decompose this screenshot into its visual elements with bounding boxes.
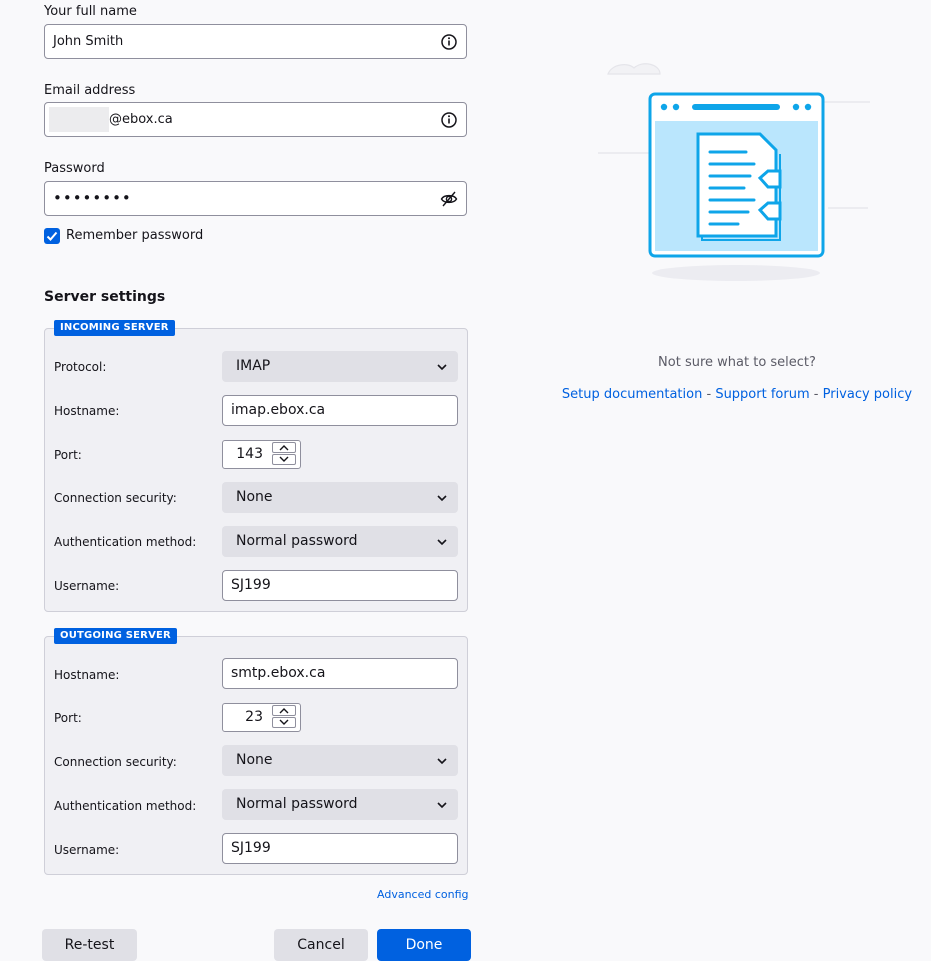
email-label: Email address	[44, 83, 136, 98]
port-decrement-button[interactable]	[272, 454, 296, 465]
chevron-down-icon	[436, 536, 448, 548]
redacted-email-user	[49, 107, 109, 132]
outgoing-hostname-label: Hostname:	[54, 668, 120, 682]
port-increment-button[interactable]	[272, 705, 296, 716]
incoming-protocol-label: Protocol:	[54, 360, 107, 374]
chevron-down-icon	[273, 455, 295, 464]
chevron-up-icon	[273, 706, 295, 715]
advanced-config-link[interactable]: Advanced config	[377, 888, 469, 901]
help-question: Not sure what to select?	[658, 355, 816, 370]
incoming-username-label: Username:	[54, 579, 120, 593]
chevron-down-icon	[436, 755, 448, 767]
setup-documentation-link[interactable]: Setup documentation	[561, 387, 703, 402]
incoming-protocol-select[interactable]	[222, 351, 458, 382]
cancel-button[interactable]: Cancel	[274, 929, 368, 961]
privacy-policy-link[interactable]: Privacy policy	[822, 387, 913, 402]
outgoing-server-badge: OUTGOING SERVER	[54, 628, 177, 644]
outgoing-auth-select[interactable]	[222, 789, 458, 820]
port-decrement-button[interactable]	[272, 717, 296, 728]
info-icon[interactable]	[440, 33, 458, 51]
incoming-server-badge: INCOMING SERVER	[54, 320, 175, 336]
password-field[interactable]	[44, 181, 467, 216]
incoming-security-value: None	[236, 489, 273, 505]
outgoing-username-label: Username:	[54, 843, 120, 857]
outgoing-username-value: SJ199	[231, 840, 271, 856]
help-links	[560, 387, 914, 402]
outgoing-port-label: Port:	[54, 711, 82, 725]
link-separator: -	[706, 387, 712, 402]
incoming-auth-select[interactable]	[222, 526, 458, 557]
incoming-protocol-value: IMAP	[236, 358, 271, 374]
incoming-port-value: 143	[236, 446, 263, 462]
server-settings-title: Server settings	[44, 289, 166, 305]
outgoing-username-input[interactable]	[222, 833, 458, 864]
checkmark-icon	[44, 228, 60, 244]
incoming-auth-label: Authentication method:	[54, 535, 197, 549]
incoming-auth-value: Normal password	[236, 533, 358, 549]
incoming-username-value: SJ199	[231, 577, 271, 593]
password-value: ••••••••	[53, 189, 132, 207]
chevron-down-icon	[436, 799, 448, 811]
outgoing-security-select[interactable]	[222, 745, 458, 776]
incoming-security-label: Connection security:	[54, 491, 177, 505]
incoming-hostname-input[interactable]	[222, 395, 458, 426]
support-forum-link[interactable]: Support forum	[715, 387, 810, 402]
chevron-up-icon	[273, 443, 295, 452]
remember-password-checkbox[interactable]	[44, 228, 60, 244]
outgoing-hostname-input[interactable]	[222, 658, 458, 689]
incoming-port-label: Port:	[54, 448, 82, 462]
incoming-port-stepper[interactable]	[222, 440, 301, 469]
full-name-label: Your full name	[44, 4, 137, 19]
incoming-security-select[interactable]	[222, 482, 458, 513]
port-increment-button[interactable]	[272, 442, 296, 453]
info-icon[interactable]	[440, 111, 458, 129]
outgoing-auth-label: Authentication method:	[54, 799, 197, 813]
outgoing-port-value: 23	[245, 709, 263, 725]
retest-button[interactable]: Re-test	[42, 929, 137, 961]
chevron-down-icon	[436, 492, 448, 504]
email-field[interactable]	[44, 102, 467, 137]
hide-password-icon[interactable]	[440, 190, 458, 208]
chevron-down-icon	[436, 361, 448, 373]
outgoing-hostname-value: smtp.ebox.ca	[231, 665, 326, 681]
outgoing-security-value: None	[236, 752, 273, 768]
chevron-down-icon	[273, 718, 295, 727]
incoming-hostname-value: imap.ebox.ca	[231, 402, 326, 418]
password-label: Password	[44, 161, 105, 176]
remember-password-label[interactable]: Remember password	[66, 228, 204, 243]
outgoing-port-stepper[interactable]	[222, 703, 301, 732]
full-name-field[interactable]	[44, 24, 467, 59]
outgoing-security-label: Connection security:	[54, 755, 177, 769]
full-name-value: John Smith	[53, 34, 124, 49]
email-value: @ebox.ca	[109, 112, 173, 127]
link-separator: -	[813, 387, 819, 402]
document-illustration-icon	[598, 58, 870, 286]
done-button[interactable]: Done	[377, 929, 471, 961]
outgoing-auth-value: Normal password	[236, 796, 358, 812]
incoming-username-input[interactable]	[222, 570, 458, 601]
incoming-hostname-label: Hostname:	[54, 404, 120, 418]
